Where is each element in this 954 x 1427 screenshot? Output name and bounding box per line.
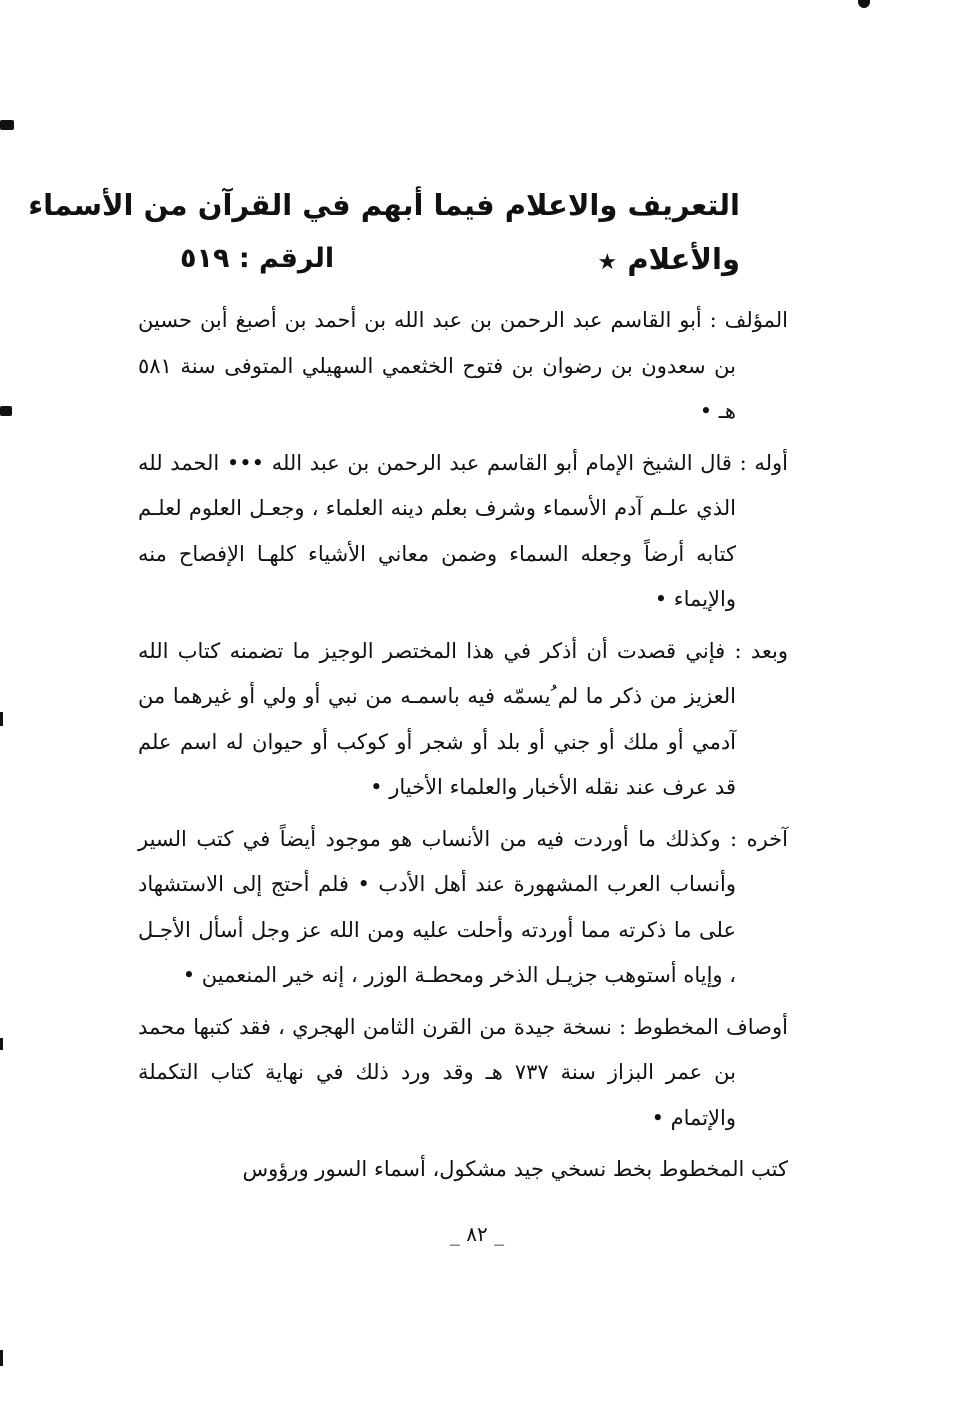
scan-edge-mark xyxy=(0,1350,3,1366)
scan-edge-mark xyxy=(0,120,14,130)
title-line-2-row xyxy=(140,232,740,286)
scan-edge-mark xyxy=(0,1038,3,1050)
script-description-paragraph: كتب المخطوط بخط نسخي جيد مشكول، أسماء السور ورؤوس xyxy=(242,1157,788,1181)
preface-paragraph: وبعد : فإني قصدت أن أذكر في هذا المختصر الوجيز ما تضمنه كتاب الله العزيز من ذكر ما لم ُيسمّه فيه باسمـه من نبي أو ولي أو غيرهما من آدمي أو ملك أو جني أو بلد أو شجر أو كوكب أو حيوان له اسم علم قد عرف عند نقله الأخبار والعلماء الأخيار • xyxy=(138,638,788,799)
explicit-paragraph: آخره : وكذلك ما أوردت فيه من الأنساب هو موجود أيضاً في كتب السير وأنساب العرب المشهورة عند أهل الأدب • فلم أحتج إلى الاستشهاد على ما ذكرته مما أوردته وأحلت عليه ومن الله عز وجل أسأل الأجـل ، وإياه أستوهب جزيـل الذخر ومحطـة الوزر ، إنه خير المنعمين • xyxy=(138,826,788,987)
scan-edge-mark xyxy=(0,406,12,416)
incipit-paragraph: أوله : قال الشيخ الإمام أبو القاسم عبد الرحمن بن عبد الله ••• الحمد لله الذي علـم آدم الأسماء وشرف بعلم دينه العلماء ، وجعـل العلوم لعلـم كتابه أرضاً وجعله السماء وضمن معاني الأشياء كلهـا الإفصاح منه والإيماء • xyxy=(138,450,788,611)
entry-title xyxy=(28,178,740,286)
manuscript-description-paragraph: أوصاف المخطوط : نسخة جيدة من القرن الثامن الهجري ، فقد كتبها محمد بن عمر البزاز سنة ٧٣٧ هـ وقد ورد ذلك في نهاية كتاب التكملة والإتمام • xyxy=(138,1014,788,1130)
reference-number: الرقم : ٥١٩ xyxy=(180,243,335,274)
title-line-1: التعريف والاعلام فيما أبهم في القرآن من الأسماء xyxy=(28,188,740,222)
entry-body xyxy=(138,298,788,1199)
star-icon: ★ xyxy=(597,250,618,275)
author-paragraph: المؤلف : أبو القاسم عبد الرحمن بن عبد الله بن أحمد بن أصبغ أبن حسين بن سعدون بن رضوان بن فتوح الخثعمي السهيلي المتوفى سنة ٥٨١ هـ • xyxy=(138,308,788,423)
title-line-2-text: والأعلام xyxy=(627,242,740,276)
title-line-2 xyxy=(598,232,741,290)
page-number: _ ٨٢ _ xyxy=(449,1222,505,1246)
scan-corner-mark xyxy=(858,0,870,8)
scan-edge-mark xyxy=(0,712,3,726)
